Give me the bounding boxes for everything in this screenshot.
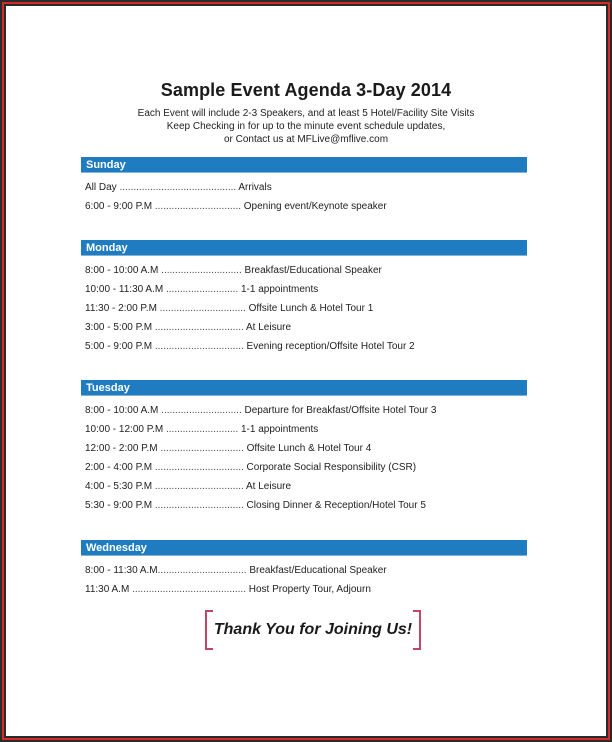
day-header-wednesday: Wednesday [81,540,527,556]
agenda-row [85,500,525,511]
agenda-description: Evening reception/Offsite Hotel Tour 2 [243,341,415,352]
agenda-description: Corporate Social Responsibility (CSR) [243,462,417,473]
agenda-time: 3:00 - 5:00 P.M [85,322,153,333]
agenda-description: 1-1 appointments [238,424,319,435]
closing-message: Thank You for Joining Us! [213,621,413,638]
agenda-row [85,424,525,435]
agenda-row [85,565,525,576]
agenda-row [85,322,525,333]
agenda-time: 8:00 - 10:00 A.M [85,265,159,276]
agenda-row [85,481,525,492]
agenda-leader: ......................................... [129,584,246,595]
agenda-description: Closing Dinner & Reception/Hotel Tour 5 [243,500,426,511]
subtitle-line-2: Keep Checking in for up to the minute event schedule updates, [166,121,446,132]
agenda-leader: ............................. [158,265,242,276]
agenda-row [85,462,525,473]
page-title: Sample Event Agenda 3-Day 2014 [160,80,452,100]
agenda-time: 5:00 - 9:00 P.M [85,341,153,352]
agenda-row [85,443,525,454]
agenda-time: 5:30 - 9:00 P.M [85,500,153,511]
agenda-leader: .......................... [163,284,239,295]
agenda-row [85,182,525,193]
agenda-leader: ............................... [156,303,246,314]
agenda-page [6,6,606,736]
agenda-time: 8:00 - 10:00 A.M [85,405,159,416]
day-header-sunday: Sunday [81,157,527,173]
agenda-row [85,201,525,212]
agenda-row [85,584,525,595]
agenda-time: 8:00 - 11:30 A.M [85,565,158,576]
day-header-monday: Monday [81,240,527,256]
agenda-description: Opening event/Keynote speaker [241,201,387,212]
agenda-leader: .............................. [157,443,244,454]
agenda-time: 4:00 - 5:30 P.M [85,481,153,492]
agenda-row [85,303,525,314]
agenda-leader: .......................... [163,424,239,435]
agenda-time: 10:00 - 12:00 P.M [85,424,164,435]
agenda-row [85,265,525,276]
agenda-leader: ................................ [152,322,244,333]
agenda-description: Arrivals [236,182,272,193]
agenda-time: 6:00 - 9:00 P.M [85,201,153,212]
agenda-description: Offsite Lunch & Hotel Tour 1 [245,303,374,314]
agenda-leader: ................................ [152,462,244,473]
agenda-description: Offsite Lunch & Hotel Tour 4 [243,443,372,454]
agenda-row [85,405,525,416]
agenda-row [85,284,525,295]
agenda-time: All Day [85,182,117,193]
agenda-row [85,341,525,352]
agenda-leader: ................................ [152,481,244,492]
agenda-description: Host Property Tour, Adjourn [246,584,371,595]
agenda-leader: ................................ [157,565,247,576]
agenda-leader: .......................................... [116,182,237,193]
agenda-description: 1-1 appointments [238,284,319,295]
agenda-time: 11:30 - 2:00 P.M [85,303,157,314]
agenda-leader: ............................. [158,405,242,416]
subtitle-line-1: Each Event will include 2-3 Speakers, and at least 5 Hotel/Facility Site Visits [137,108,475,119]
subtitle-line-3: or Contact us at MFLive@mflive.com [223,134,389,145]
closing-box [205,610,421,650]
agenda-leader: ................................ [152,341,244,352]
agenda-description: Breakfast/Educational Speaker [246,565,387,576]
agenda-leader: ............................... [152,201,241,212]
agenda-time: 11:30 A.M [85,584,130,595]
agenda-time: 2:00 - 4:00 P.M [85,462,153,473]
agenda-time: 10:00 - 11:30 A.M [85,284,164,295]
agenda-description: At Leisure [243,481,292,492]
agenda-leader: ................................ [152,500,244,511]
day-header-tuesday: Tuesday [81,380,527,396]
agenda-description: At Leisure [243,322,292,333]
agenda-time: 12:00 - 2:00 P.M [85,443,158,454]
agenda-description: Breakfast/Educational Speaker [241,265,382,276]
agenda-description: Departure for Breakfast/Offsite Hotel Tour 3 [241,405,437,416]
